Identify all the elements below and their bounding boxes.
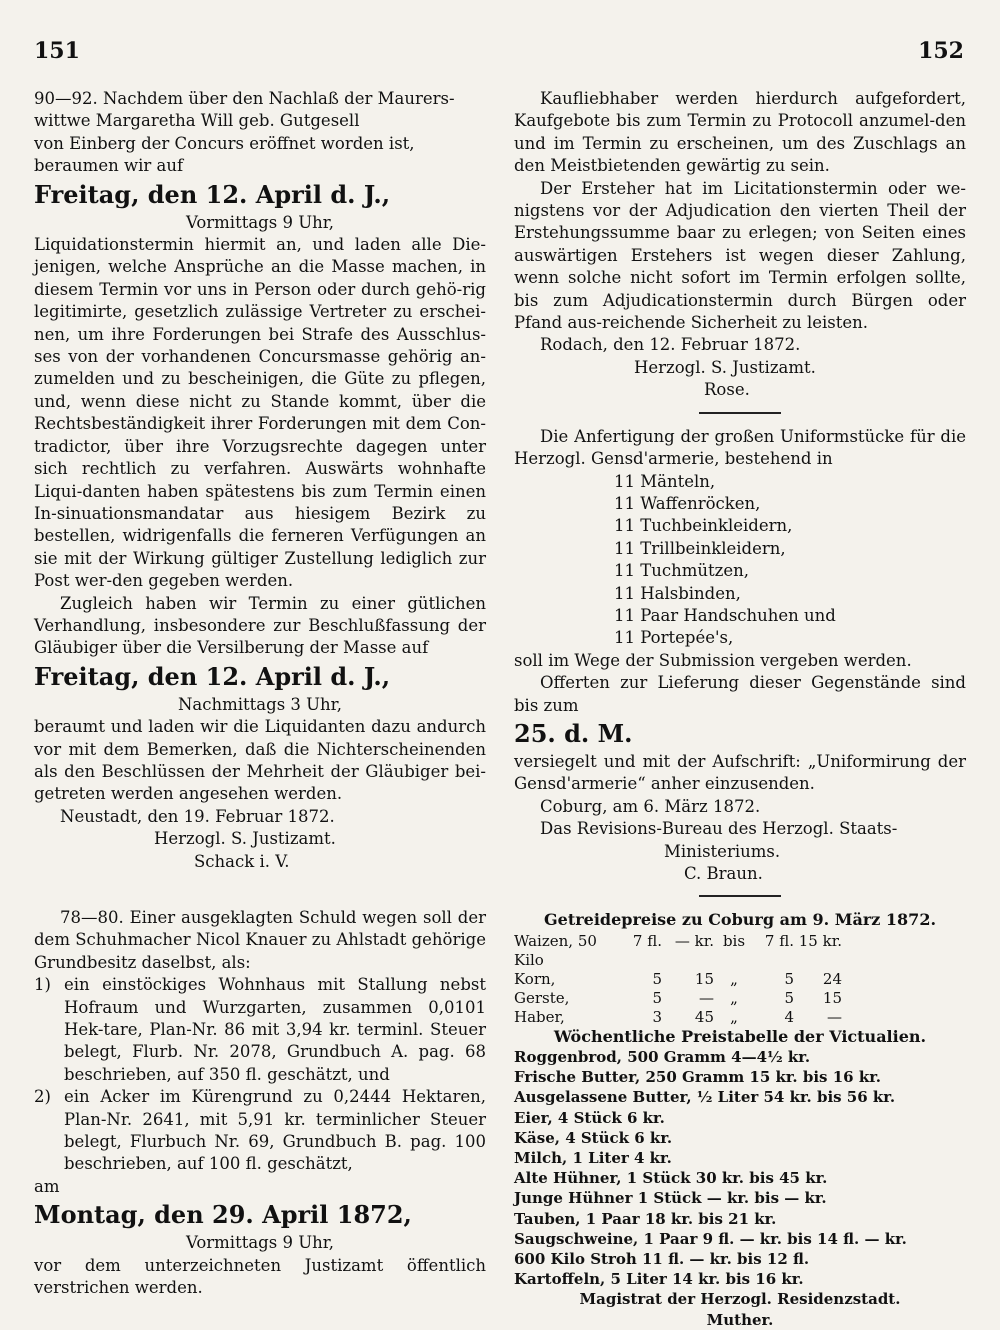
cell: 24 [822, 969, 842, 988]
cell: „ [730, 1007, 738, 1026]
notice1-time2: Nachmittags 3 Uhr, [177, 694, 343, 714]
uniform-item: 11 Tuchmützen, [614, 561, 749, 581]
cell: — [699, 988, 714, 1007]
cell: Waizen, 50 Kilo [514, 931, 597, 969]
victual-line: Frische Butter, 250 Gramm 15 kr. bis 16 kr. [514, 1068, 881, 1087]
uniform-offer: Offerten zur Lieferung dieser Gegenstände sind bis zum [514, 673, 966, 715]
cell: 15 kr. [798, 931, 842, 950]
page-number-right: 152 [918, 38, 964, 64]
notice-place: Rodach, den 12. Februar 1872. [540, 335, 801, 355]
item-number: 1) [34, 975, 51, 995]
victual-line: Eier, 4 Stück 6 kr. [514, 1108, 665, 1127]
notice2-date: Montag, den 29. April 1872, [34, 1200, 412, 1230]
victual-line: Alte Hühner, 1 Stück 30 kr. bis 45 kr. [514, 1169, 828, 1188]
notice-signer: Rose. [704, 380, 750, 400]
left-column [34, 88, 486, 1300]
notice1-date: Freitag, den 12. April d. J., [34, 179, 391, 209]
table-row [514, 989, 966, 1008]
notice-body2: Der Ersteher hat im Licitationstermin oder we-nigstens vor der Adjudication den vierten Theil der Erstehungssumme baar zu erlegen; von Seiten eines auswärtigen Erstehers ist wegen dieser Zahlung, wenn solche nicht sofort im Termin erfolgen sollte, bis zum Adjudicationstermin durch Bürgen oder Pfand aus-reichende Sicherheit zu leisten. [514, 178, 966, 333]
victual-line: Ausgelassene Butter, ½ Liter 54 kr. bis 56 kr. [514, 1088, 896, 1107]
cell: 45 [694, 1007, 714, 1026]
notice1-signer: Schack i. V. [194, 851, 290, 871]
uniform-item: 11 Trillbeinkleidern, [614, 538, 786, 558]
victuals-title: Wöchentliche Preistabelle der Victualien. [553, 1026, 927, 1046]
notice1-body: Liquidationstermin hiermit an, und laden alle Die-jenigen, welche Ansprüche an die Masse machen, in diesem Termin vor uns in Person oder durch gehö-rig legitimirte, gesetzlich zulässige Vertreter zu erschei-nen, um ihre Forderungen bei Strafe des Ausschlus-ses von der vorhandenen Concursmasse gehörig an-zumelden und zu bescheinigen, die Güte zu pflegen, und, wenn diese nicht zu Stande kommt, über die Rechtsbeständigkeit ihrer Forderungen mit dem Con-tradictor, über ihre Vorzugsrechte dagegen unter sich rechtlich zu verfahren. Auswärts wohnhafte Liqui-danten haben spätestens bis zum Termin einen In-sinuationsmandatar aus hiesigem Bezirk zu bestellen, widrigenfalls die ferneren Verfügungen an sie mit der Wirkung gültiger Zustellung lediglich zur Post wer-den gegeben werden. [34, 235, 486, 591]
cell: 4 [784, 1007, 794, 1026]
uniform-office2: Ministeriums. [664, 841, 781, 861]
notice1-body2: Zugleich haben wir Termin zu einer gütlichen Verhandlung, insbesondere zur Beschlußfassung der Gläubiger über die Versilberung der Masse auf [34, 593, 486, 658]
cell: Korn, [514, 969, 556, 988]
item-number: 2) [34, 1087, 51, 1107]
uniform-place: Coburg, am 6. März 1872. [540, 796, 761, 816]
uniform-item: 11 Mänteln, [614, 471, 716, 491]
section-gap [34, 873, 486, 907]
notice2-am: am [34, 1176, 60, 1196]
victual-line: Junge Hühner 1 Stück — kr. bis — kr. [514, 1189, 827, 1208]
cell: Gerste, [514, 988, 570, 1007]
cell: 15 [822, 988, 842, 1007]
cell: „ [730, 988, 738, 1007]
uniform-item: 11 Halsbinden, [614, 583, 741, 603]
grain-price-title: Getreidepreise zu Coburg am 9. März 1872. [543, 910, 937, 930]
uniform-signer: C. Braun. [684, 864, 763, 883]
victual-line: Kartoffeln, 5 Liter 14 kr. bis 16 kr. [514, 1270, 804, 1289]
cell: — kr. [674, 931, 714, 950]
victuals-office: Magistrat der Herzogl. Residenzstadt. [579, 1290, 901, 1309]
cell: 5 [784, 969, 794, 988]
right-column [514, 88, 966, 1330]
victual-line: Milch, 1 Liter 4 kr. [514, 1149, 672, 1168]
divider [699, 895, 781, 897]
cell: — [827, 1007, 842, 1026]
cell: 5 [652, 969, 662, 988]
cell: Haber, [514, 1007, 565, 1026]
uniform-intro: Die Anfertigung der großen Uniformstücke für die Herzogl. Gensd'armerie, bestehend in [514, 426, 966, 469]
notice2-intro: 78—80. Einer ausgeklagten Schuld wegen soll der dem Schuhmacher Nicol Knauer zu Ahlstadt gehörige Grundbesitz daselbst, als: [34, 908, 486, 972]
item-text: ein einstöckiges Wohnhaus mit Stallung nebst Hofraum und Wurzgarten, zusammen 0,0101 Hek-tare, Plan-Nr. 86 mit 3,94 kr. terminl. Steuer belegt, Flurb. Nr. 2078, Grundbuch A. pag. 68 beschrieben, auf 350 fl. geschätzt, und [64, 975, 486, 1084]
notice2-outro: vor dem unterzeichneten Justizamt öffentlich verstrichen werden. [34, 1255, 486, 1298]
notice-body: Kaufliebhaber werden hierdurch aufgefordert, Kaufgebote bis zum Termin zu Protocoll anzumel-den und im Termin zu erscheinen, um des Zuschlags an den Meistbietenden gewärtig zu sein. [514, 89, 966, 176]
cell: 3 [652, 1007, 662, 1026]
cell: 7 fl. [632, 931, 662, 950]
notice1-line: beraumen wir auf [34, 156, 184, 176]
victual-line: 600 Kilo Stroh 11 fl. — kr. bis 12 fl. [514, 1250, 810, 1269]
uniform-item: 11 Paar Handschuhen und [614, 605, 836, 625]
cell: 7 fl. [764, 931, 794, 950]
page-number-left: 151 [34, 38, 80, 64]
victual-line: Tauben, 1 Paar 18 kr. bis 21 kr. [514, 1209, 777, 1228]
notice1-time: Vormittags 9 Uhr, [185, 212, 335, 232]
notice1-line: 90—92. Nachdem über den Nachlaß der Maurers- [34, 89, 455, 108]
notice2-time: Vormittags 9 Uhr, [185, 1233, 335, 1253]
victual-line: Käse, 4 Stück 6 kr. [514, 1128, 673, 1147]
notice1-line: von Einberg der Concurs eröffnet worden ist, [34, 133, 415, 153]
cell: bis [722, 931, 746, 950]
divider [699, 412, 781, 414]
table-row [514, 1008, 966, 1027]
cell: 5 [784, 988, 794, 1007]
uniform-item: 11 Portepée's, [614, 628, 734, 648]
cell: „ [730, 969, 738, 988]
table-row [514, 932, 966, 970]
cell: 5 [652, 988, 662, 1007]
grain-price-table [514, 932, 966, 1027]
notice2-item [34, 974, 486, 1086]
victual-line: Roggenbrod, 500 Gramm 4—4½ kr. [514, 1048, 811, 1067]
uniform-after: soll im Wege der Submission vergeben werden. [514, 650, 912, 670]
uniform-item: 11 Tuchbeinkleidern, [614, 516, 793, 536]
notice1-court: Herzogl. S. Justizamt. [154, 829, 336, 849]
notice2-item [34, 1086, 486, 1176]
item-text: ein Acker im Kürengrund zu 0,2444 Hektaren, Plan-Nr. 2641, mit 5,91 kr. terminlicher Steuer belegt, Flurbuch Nr. 69, Grundbuch B. pag. 100 beschrieben, auf 100 fl. geschätzt, [64, 1087, 486, 1174]
notice1-line: wittwe Margaretha Will geb. Gutgesell [34, 111, 360, 131]
uniform-date: 25. d. M. [514, 718, 633, 748]
uniform-sealed: versiegelt und mit der Aufschrift: „Uniformirung der Gensd'armerie“ anher einzusenden. [514, 751, 966, 794]
notice1-date2: Freitag, den 12. April d. J., [34, 661, 391, 691]
uniform-office: Das Revisions-Bureau des Herzogl. Staats- [540, 819, 898, 839]
table-row [514, 970, 966, 989]
victuals-signer: Muther. [706, 1310, 774, 1329]
notice-court: Herzogl. S. Justizamt. [634, 357, 816, 377]
notice1-place: Neustadt, den 19. Februar 1872. [60, 806, 335, 826]
cell: 15 [694, 969, 714, 988]
notice1-body3: beraumt und laden wir die Liquidanten dazu andurch vor mit dem Bemerken, daß die Nichterscheinenden als den Beschlüssen der Mehrheit der Gläubiger bei-getreten werden angesehen werden. [34, 717, 486, 804]
uniform-item: 11 Waffenröcken, [614, 493, 761, 513]
victual-line: Saugschweine, 1 Paar 9 fl. — kr. bis 14 fl. — kr. [514, 1229, 907, 1248]
victuals-table [514, 1027, 966, 1330]
